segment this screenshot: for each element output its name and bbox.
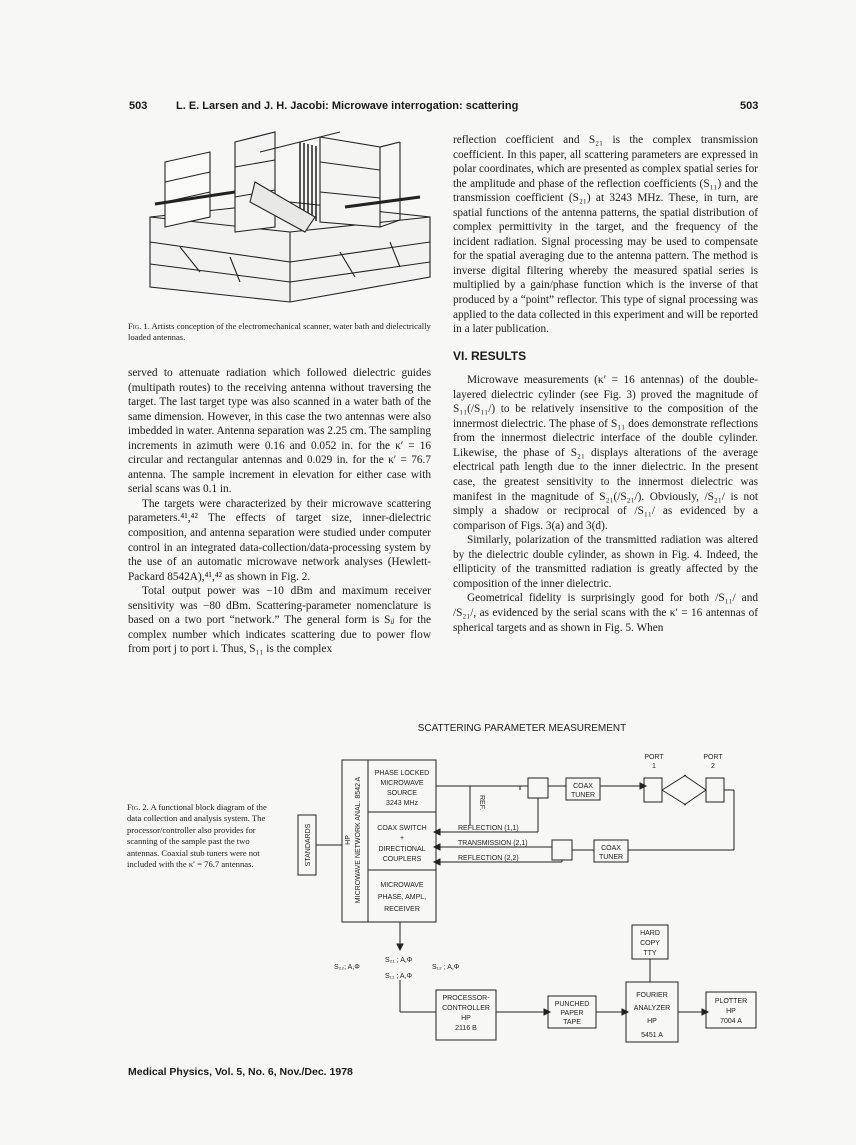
source-label-4: 3243 MHz [386, 800, 418, 807]
receiver-label-1: MICROWAVE [380, 882, 424, 889]
hp-vertical-label: HP [345, 835, 352, 845]
hardcopy-label-3: TTY [643, 950, 657, 957]
plotter-label-3: 7004 A [720, 1018, 742, 1025]
figure1-caption [128, 321, 440, 344]
switch-label-2: + [399, 835, 405, 842]
switch-label-1: COAX SWITCH [377, 825, 427, 832]
s22-label: S₂₂; A,Φ [334, 964, 360, 971]
coax-tuner-1-label-2: TUNER [570, 792, 596, 799]
switch-label-3: DIRECTIONAL [378, 846, 426, 853]
plotter-label-1: PLOTTER [714, 998, 748, 1005]
standards-label: STANDARDS [305, 823, 312, 867]
section-title: VI. RESULTS [453, 348, 527, 363]
port2-label-1: PORT [703, 754, 723, 761]
source-label-1: PHASE LOCKED [374, 770, 430, 777]
s12-label: S₁₂ ; A,Φ [432, 964, 460, 971]
source-label-2: MICROWAVE [380, 780, 424, 787]
right-paragraph-3: Similarly, polarization of the transmitted radiation was altered by the dielectric double cylinder, as shown in Fig. 4. Indeed, the ellipticity of the transmitted radiation is greatly affected by the composition of the inner dielectric. [453, 534, 758, 590]
page-number-left: 503 [129, 100, 148, 112]
left-paragraph-1: served to attenuate radiation which followed dielectric guides (multipath routes) to the receiving antenna without traversing the target. The last target type was also scanned in a water bath of the same dimension. However, in this case the two antennas were also imbedded in water. Antenna separation was 2.25 cm. The sampling increments in azimuth were 0.16 and 0.052 in. for the κ′ = 16 circular and rectangular antennas and 0.029 in. for the κ′ = 76.7 antenna. The sample increment in elevation for either case with serial scans was 0.1 in. [128, 367, 431, 496]
fourier-label-2: ANALYZER [633, 1005, 671, 1012]
figure2-caption-text: A functional block diagram of the data collection and analysis system. The processor/controller also provides for scanning of the sample past the two antennas. Coaxial stub tuners were not included with the κ′ = 76.7 antennas. [127, 802, 267, 870]
punched-label-3: TAPE [563, 1019, 581, 1026]
punched-label-1: PUNCHED [554, 1001, 590, 1008]
right-paragraph-4: Geometrical fidelity is surprisingly good for both /S₁₁/ and /S₂₁/, as evidenced by the serial scans with the κ′ = 16 antennas of spherical targets and as shown in Fig. 5. When [453, 592, 758, 634]
figure1-scanner-illustration [140, 122, 440, 312]
switch-label-4: COUPLERS [382, 856, 422, 863]
processor-label-3: HP [461, 1015, 471, 1022]
figure2-caption [127, 802, 277, 870]
fourier-label-3: HP [647, 1018, 657, 1025]
analyzer-vertical-label: MICROWAVE NETWORK ANAL. 8542 A [355, 776, 362, 904]
coax-tuner-2-label-2: TUNER [598, 854, 624, 861]
processor-label-4: 2116 B [455, 1025, 477, 1032]
ref-label: REF. [478, 795, 485, 811]
s11-label: S₁₁ ; A,Φ [385, 973, 413, 980]
reflection22-label: REFLECTION (2,2) [458, 855, 519, 862]
coax-tuner-2-label-1: COAX [601, 845, 621, 852]
page-number-right: 503 [740, 100, 759, 112]
left-paragraph-3: Total output power was −10 dBm and maximum receiver sensitivity was −80 dBm. Scattering-parameter nomenclature is based on a two port “network.” The general form is Sᵢⱼ for the complex number which indicates scattering due to power flow from port j to port i. Thus, S₁₁ is the complex [128, 585, 431, 656]
right-paragraph-2: Microwave measurements (κ′ = 16 antennas) of the double-layered dielectric cylinder (see Fig. 3) proved the magnitude of S₁₁(/S₁₁/) to be relatively insensitive to the composition of the innermost dielectric. The phase of S₁₁ does demonstrate reflections from the innermost dielectric interface of the double cylinder. Likewise, the phase of S₂₁ displays alterations of the average electrical path length due to the inner dielectric. In the present case, the greatest sensitivity to the innermost dielectric was manifest in the magnitude of S₂₁(/S₂₁/). Obviously, /S₂₁/ is not simply a shadow or reciprocal of /S₁₁/ as evidenced by a comparison of Figs. 3(a) and 3(d). [453, 374, 758, 532]
fourier-label-4: 5451 A [641, 1032, 663, 1039]
hardcopy-label-1: HARD [640, 930, 660, 937]
transmission21-label: TRANSMISSION (2,1) [458, 840, 528, 847]
reflection11-label: REFLECTION (1,1) [458, 825, 519, 832]
figure1-caption-label: Fig. 1. [128, 321, 150, 331]
journal-footer: Medical Physics, Vol. 5, No. 6, Nov./Dec. 1978 [128, 1066, 353, 1078]
fourier-label-1: FOURIER [636, 992, 668, 999]
receiver-label-2: PHASE, AMPL, [377, 894, 427, 901]
receiver-label-3: RECEIVER [384, 906, 420, 913]
running-title: L. E. Larsen and J. H. Jacobi: Microwave interrogation: scattering [176, 100, 519, 112]
coax-tuner-1-label-1: COAX [573, 783, 593, 790]
port1-label-1: PORT [644, 754, 664, 761]
left-paragraph-2: The targets were characterized by their microwave scattering parameters.⁴¹,⁴² The effects of target size, inner-dielectric composition, and antenna separation were studied under computer control in an integrated data-collection/data-processing system by the use of an automatic microwave network analyses (Hewlett-Packard 8542A),⁴¹,⁴² as shown in Fig. 2. [128, 497, 431, 583]
left-column [128, 366, 431, 657]
figure2-caption-label: Fig. 2. [127, 802, 149, 812]
port1-label-2: 1 [652, 763, 656, 770]
processor-label-1: PROCESSOR- [442, 995, 490, 1002]
processor-label-2: CONTROLLER [442, 1005, 490, 1012]
figure1-caption-text: Artists conception of the electromechanical scanner, water bath and dielectrically loaded antennas. [128, 321, 431, 343]
port2-label-2: 2 [711, 763, 715, 770]
figure2-title: SCATTERING PARAMETER MEASUREMENT [417, 723, 627, 734]
right-column [453, 133, 758, 635]
s21-label: S₂₁ ; A,Φ [385, 957, 413, 964]
plotter-label-2: HP [726, 1008, 736, 1015]
source-label-3: SOURCE [387, 790, 417, 797]
hardcopy-label-2: COPY [640, 940, 660, 947]
punched-label-2: PAPER [560, 1010, 584, 1017]
right-paragraph-1: reflection coefficient and S₂₁ is the complex transmission coefficient. In this paper, all scattering parameters are expressed in polar coordinates, which are presented as complex spatial series for the amplitude and phase of the reflection coefficients (S₁₁) and the transmission coefficient (S₂₁) at 3243 MHz. These, in turn, are spatial functions of the antenna patterns, the spatial distribution of complex permittivity in the target, and the frequency of the incident radiation. Signal processing may be used to compensate for the spatial averaging due to the antenna pattern. The method is inverse digital filtering whereby the measured spatial series is multiplied by a gain/phase function which is the inverse of that produced by a “point” reflector. This type of signal processing was applied to the data collected in this experiment and will be reported in a later publication. [453, 134, 758, 336]
